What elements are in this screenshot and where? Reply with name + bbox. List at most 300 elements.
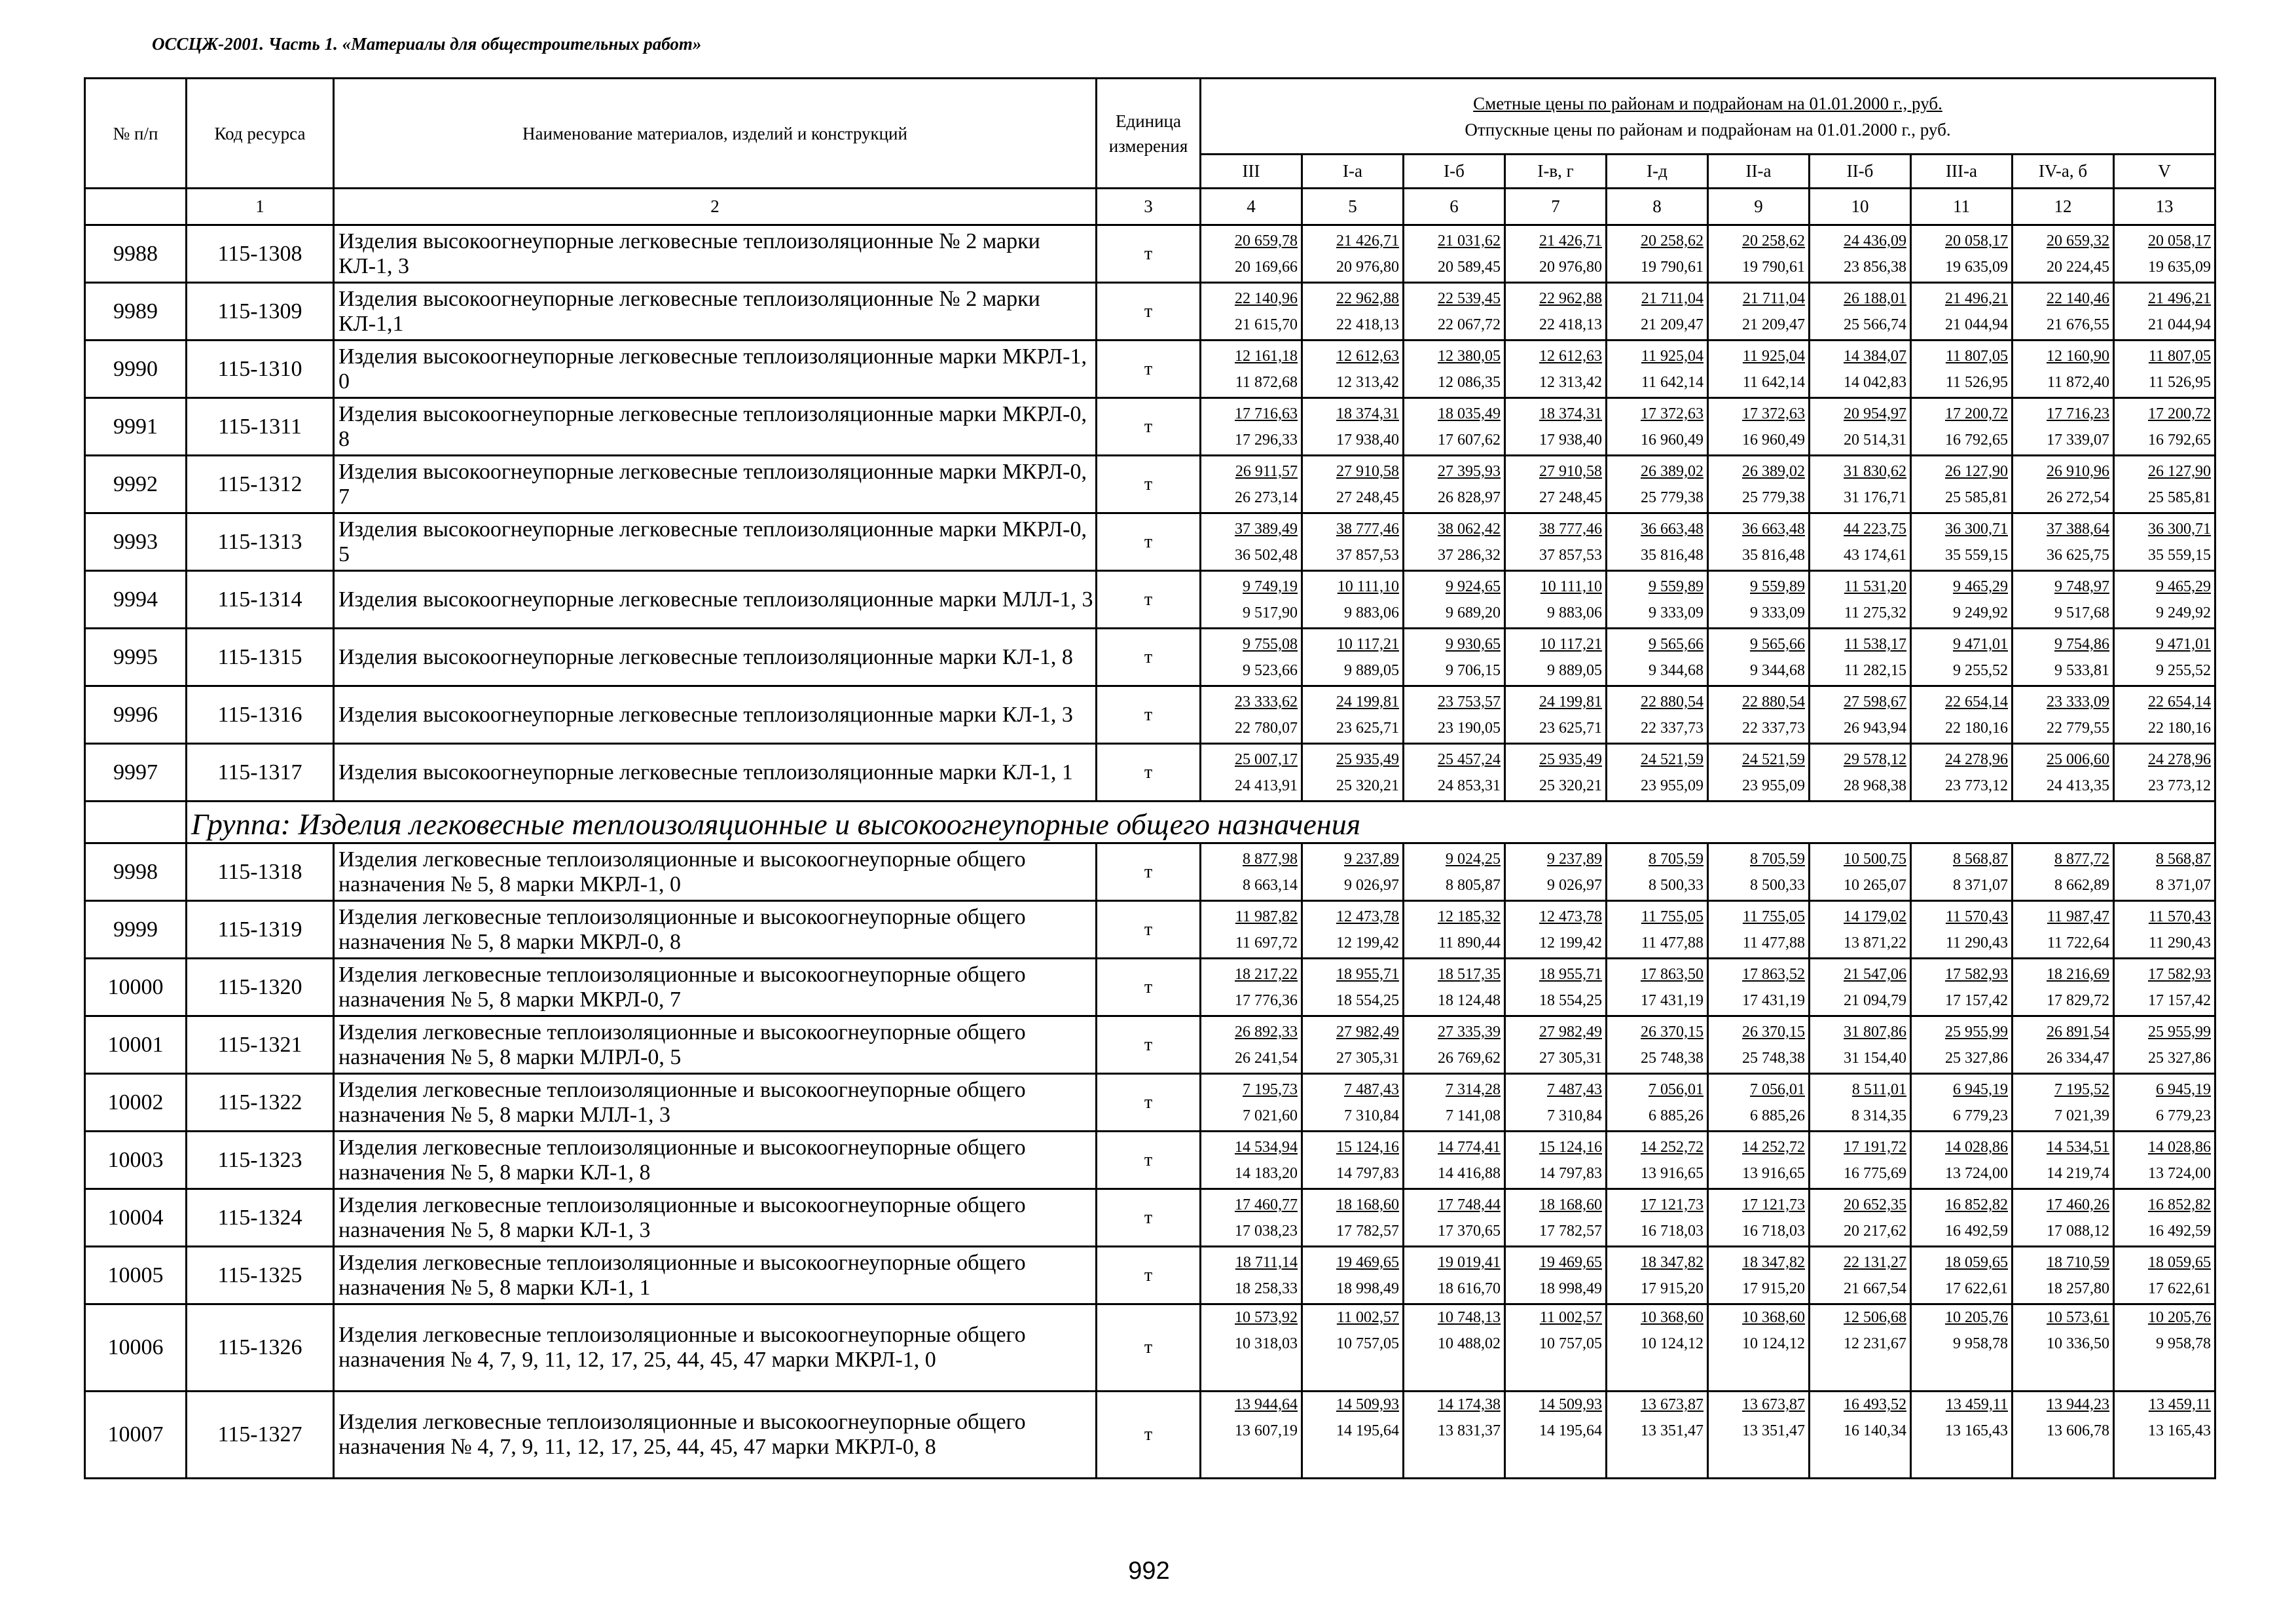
release-price: 27 305,31 xyxy=(1336,1050,1399,1067)
estimated-price: 9 754,86 xyxy=(2054,636,2109,653)
price-cell xyxy=(1302,225,1404,283)
release-price: 22 779,55 xyxy=(2047,720,2109,737)
release-price: 24 413,91 xyxy=(1235,777,1298,794)
price-cell xyxy=(2013,1247,2114,1304)
estimated-price: 44 223,75 xyxy=(1844,521,1906,538)
estimated-price: 24 278,96 xyxy=(1945,751,2008,768)
price-cell xyxy=(1505,686,1607,744)
estimated-price: 13 673,87 xyxy=(1742,1396,1805,1413)
price-cell xyxy=(1201,744,1302,802)
row-number: 10000 xyxy=(85,959,187,1016)
price-cell xyxy=(1201,1016,1302,1074)
release-price: 10 318,03 xyxy=(1235,1335,1298,1352)
table-row xyxy=(85,629,2215,686)
estimated-price: 19 469,65 xyxy=(1336,1254,1399,1271)
price-cell xyxy=(1302,1074,1404,1132)
estimated-price: 17 372,63 xyxy=(1641,405,1704,422)
estimated-price: 21 031,62 xyxy=(1438,232,1501,249)
price-cell xyxy=(1201,959,1302,1016)
price-cell xyxy=(2114,1247,2215,1304)
release-price: 17 431,19 xyxy=(1742,992,1805,1009)
price-cell xyxy=(1505,901,1607,959)
release-price: 25 748,38 xyxy=(1742,1050,1805,1067)
release-price: 10 124,12 xyxy=(1641,1335,1704,1352)
estimated-price: 18 711,14 xyxy=(1235,1254,1298,1271)
release-price: 35 559,15 xyxy=(2148,547,2211,564)
price-cell xyxy=(1201,1189,1302,1247)
estimated-price: 21 711,04 xyxy=(1742,290,1805,307)
release-price: 14 042,83 xyxy=(1844,374,1906,391)
estimated-price: 8 877,72 xyxy=(2054,851,2109,868)
release-price: 11 697,72 xyxy=(1235,934,1298,951)
price-cell xyxy=(1708,843,1810,901)
release-price: 7 021,60 xyxy=(1243,1107,1298,1124)
price-cell xyxy=(1404,1304,1505,1392)
estimated-price: 31 807,86 xyxy=(1844,1024,1906,1041)
price-cell xyxy=(1810,341,1911,398)
price-cell xyxy=(1201,1247,1302,1304)
price-cell xyxy=(1404,959,1505,1016)
price-cell xyxy=(1810,456,1911,513)
release-price: 9 333,09 xyxy=(1750,604,1805,621)
release-price: 21 044,94 xyxy=(1945,316,2008,333)
material-name: Изделия легковесные теплоизоляционные и высокоогнеупорные общего назначения № 5, 8 марки МКРЛ-0, 8 xyxy=(334,901,1097,959)
price-cell xyxy=(2114,283,2215,341)
estimated-price: 8 877,98 xyxy=(1243,851,1298,868)
release-price: 9 255,52 xyxy=(2156,662,2211,679)
estimated-price: 18 347,82 xyxy=(1641,1254,1704,1271)
price-cell xyxy=(1708,1392,1810,1479)
price-cell xyxy=(1911,959,2013,1016)
price-cell xyxy=(1708,571,1810,629)
price-cell xyxy=(1810,744,1911,802)
price-cell xyxy=(1302,571,1404,629)
release-price: 24 413,35 xyxy=(2047,777,2109,794)
release-price: 23 773,12 xyxy=(2148,777,2211,794)
estimated-price: 13 944,23 xyxy=(2047,1396,2109,1413)
release-price: 21 094,79 xyxy=(1844,992,1906,1009)
release-price: 26 334,47 xyxy=(2047,1050,2109,1067)
release-price: 14 219,74 xyxy=(2047,1165,2109,1182)
release-price: 13 606,78 xyxy=(2047,1422,2109,1439)
estimated-price: 20 258,62 xyxy=(1742,232,1805,249)
release-price: 36 502,48 xyxy=(1235,547,1298,564)
estimated-price: 20 258,62 xyxy=(1641,232,1704,249)
estimated-price: 38 062,42 xyxy=(1438,521,1501,538)
estimated-price: 9 924,65 xyxy=(1446,578,1501,595)
estimated-price: 11 002,57 xyxy=(1539,1309,1602,1326)
column-number: 4 xyxy=(1201,189,1302,225)
release-price: 8 314,35 xyxy=(1851,1107,1906,1124)
row-number: 9997 xyxy=(85,744,187,802)
table-row xyxy=(85,1304,2215,1392)
price-cell xyxy=(1607,1304,1708,1392)
release-price: 14 195,64 xyxy=(1336,1422,1399,1439)
release-price: 9 333,09 xyxy=(1649,604,1704,621)
estimated-price: 10 111,10 xyxy=(1337,578,1399,595)
price-cell xyxy=(2114,901,2215,959)
estimated-price: 11 925,04 xyxy=(1742,348,1805,365)
release-price: 17 339,07 xyxy=(2047,432,2109,449)
estimated-price: 7 314,28 xyxy=(1446,1081,1501,1098)
price-cell xyxy=(1505,629,1607,686)
price-cell xyxy=(1911,1074,2013,1132)
resource-code: 115-1324 xyxy=(187,1189,334,1247)
release-price: 17 782,57 xyxy=(1336,1223,1399,1240)
price-cell xyxy=(1607,744,1708,802)
estimated-price: 23 333,62 xyxy=(1235,693,1298,710)
release-price: 14 183,20 xyxy=(1235,1165,1298,1182)
estimated-price: 20 659,32 xyxy=(2047,232,2109,249)
release-price: 25 320,21 xyxy=(1336,777,1399,794)
estimated-price: 9 755,08 xyxy=(1243,636,1298,653)
estimated-price: 21 426,71 xyxy=(1539,232,1602,249)
resource-code: 115-1321 xyxy=(187,1016,334,1074)
release-price: 22 418,13 xyxy=(1336,316,1399,333)
price-cell xyxy=(1201,225,1302,283)
price-cell xyxy=(1302,744,1404,802)
estimated-price: 37 388,64 xyxy=(2047,521,2109,538)
row-number: 9993 xyxy=(85,513,187,571)
price-cell xyxy=(1708,1016,1810,1074)
estimated-price: 24 521,59 xyxy=(1742,751,1805,768)
estimated-price: 26 891,54 xyxy=(2047,1024,2109,1041)
price-cell xyxy=(1911,901,2013,959)
row-number: 9995 xyxy=(85,629,187,686)
estimated-price: 18 710,59 xyxy=(2047,1254,2109,1271)
release-price: 17 915,20 xyxy=(1641,1280,1704,1297)
estimated-price: 11 531,20 xyxy=(1844,578,1906,595)
release-price: 18 554,25 xyxy=(1336,992,1399,1009)
release-price: 11 722,64 xyxy=(2047,934,2109,951)
release-price: 23 625,71 xyxy=(1539,720,1602,737)
release-price: 6 779,23 xyxy=(2156,1107,2211,1124)
estimated-price: 6 945,19 xyxy=(1953,1081,2008,1098)
price-cell xyxy=(2114,1392,2215,1479)
price-cell xyxy=(1810,901,1911,959)
estimated-price: 10 573,92 xyxy=(1235,1309,1298,1326)
estimated-price: 9 565,66 xyxy=(1649,636,1704,653)
release-price: 11 526,95 xyxy=(2148,374,2211,391)
table-row xyxy=(85,901,2215,959)
estimated-price: 15 124,16 xyxy=(1336,1139,1399,1156)
estimated-price: 9 559,89 xyxy=(1750,578,1805,595)
release-price: 12 199,42 xyxy=(1539,934,1602,951)
estimated-price: 23 333,09 xyxy=(2047,693,2109,710)
price-cell xyxy=(1201,901,1302,959)
estimated-price: 27 910,58 xyxy=(1336,463,1399,480)
price-cell xyxy=(1404,629,1505,686)
price-cell xyxy=(1607,513,1708,571)
price-cell xyxy=(1302,283,1404,341)
estimated-price: 12 380,05 xyxy=(1438,348,1501,365)
row-number: 10007 xyxy=(85,1392,187,1479)
material-name: Изделия высокоогнеупорные легковесные теплоизоляционные марки КЛ-1, 3 xyxy=(334,686,1097,744)
price-cell xyxy=(1708,456,1810,513)
release-price: 27 248,45 xyxy=(1336,489,1399,506)
estimated-price: 14 534,94 xyxy=(1235,1139,1298,1156)
estimated-price: 26 389,02 xyxy=(1742,463,1805,480)
price-cell xyxy=(1302,1304,1404,1392)
table-row xyxy=(85,283,2215,341)
release-price: 8 663,14 xyxy=(1243,877,1298,894)
estimated-price: 14 252,72 xyxy=(1641,1139,1704,1156)
release-price: 13 831,37 xyxy=(1438,1422,1501,1439)
price-cell xyxy=(1505,398,1607,456)
estimated-price: 10 368,60 xyxy=(1742,1309,1805,1326)
price-cell xyxy=(1404,1074,1505,1132)
resource-code: 115-1309 xyxy=(187,283,334,341)
price-cell xyxy=(1201,629,1302,686)
price-cell xyxy=(1302,843,1404,901)
estimated-price: 18 035,49 xyxy=(1438,405,1501,422)
release-price: 28 968,38 xyxy=(1844,777,1906,794)
price-cell xyxy=(1607,283,1708,341)
release-price: 18 258,33 xyxy=(1235,1280,1298,1297)
estimated-price: 24 436,09 xyxy=(1844,232,1906,249)
estimated-price: 6 945,19 xyxy=(2156,1081,2211,1098)
price-cell xyxy=(1810,398,1911,456)
release-price: 27 305,31 xyxy=(1539,1050,1602,1067)
estimated-price: 21 426,71 xyxy=(1336,232,1399,249)
unit-cell: т xyxy=(1097,341,1201,398)
estimated-price: 9 465,29 xyxy=(2156,578,2211,595)
estimated-price: 18 374,31 xyxy=(1539,405,1602,422)
row-number: 9994 xyxy=(85,571,187,629)
table-row xyxy=(85,1074,2215,1132)
region-header: I-б xyxy=(1404,155,1505,189)
price-cell xyxy=(1404,1132,1505,1189)
row-number: 9988 xyxy=(85,225,187,283)
table-row xyxy=(85,456,2215,513)
release-price: 21 615,70 xyxy=(1235,316,1298,333)
release-price: 12 313,42 xyxy=(1336,374,1399,391)
release-price: 7 021,39 xyxy=(2054,1107,2109,1124)
price-cell xyxy=(1201,456,1302,513)
price-cell xyxy=(1607,1392,1708,1479)
material-name: Изделия высокоогнеупорные легковесные теплоизоляционные марки МКРЛ-0, 8 xyxy=(334,398,1097,456)
price-cell xyxy=(1607,225,1708,283)
release-price: 10 757,05 xyxy=(1539,1335,1602,1352)
release-price: 13 916,65 xyxy=(1742,1165,1805,1182)
material-name: Изделия легковесные теплоизоляционные и высокоогнеупорные общего назначения № 5, 8 марки МЛЛ-1, 3 xyxy=(334,1074,1097,1132)
price-cell xyxy=(1810,1304,1911,1392)
estimated-price: 22 880,54 xyxy=(1742,693,1805,710)
release-price: 17 622,61 xyxy=(1945,1280,2008,1297)
table-row xyxy=(85,398,2215,456)
release-price: 13 724,00 xyxy=(2148,1165,2211,1182)
release-price: 9 026,97 xyxy=(1344,877,1399,894)
release-price: 23 955,09 xyxy=(1742,777,1805,794)
material-name: Изделия высокоогнеупорные легковесные теплоизоляционные № 2 марки КЛ-1, 3 xyxy=(334,225,1097,283)
release-price: 18 998,49 xyxy=(1539,1280,1602,1297)
row-number: 10006 xyxy=(85,1304,187,1392)
estimated-price: 26 370,15 xyxy=(1641,1024,1704,1041)
price-cell xyxy=(2013,629,2114,686)
price-cell xyxy=(1607,629,1708,686)
estimated-price: 17 200,72 xyxy=(2148,405,2211,422)
release-price: 25 585,81 xyxy=(1945,489,2008,506)
resource-code: 115-1313 xyxy=(187,513,334,571)
price-cell xyxy=(2114,1304,2215,1392)
release-price: 23 856,38 xyxy=(1844,259,1906,276)
release-price: 17 431,19 xyxy=(1641,992,1704,1009)
region-header: III xyxy=(1201,155,1302,189)
estimated-price: 14 534,51 xyxy=(2047,1139,2109,1156)
unit-cell: т xyxy=(1097,1016,1201,1074)
release-price: 13 165,43 xyxy=(1945,1422,2008,1439)
price-cell xyxy=(2114,456,2215,513)
release-price: 11 290,43 xyxy=(2148,934,2211,951)
unit-cell: т xyxy=(1097,1392,1201,1479)
table-row xyxy=(85,341,2215,398)
release-price: 11 526,95 xyxy=(1945,374,2008,391)
release-price: 14 416,88 xyxy=(1438,1165,1501,1182)
estimated-price: 26 911,57 xyxy=(1235,463,1298,480)
unit-cell: т xyxy=(1097,1189,1201,1247)
estimated-price: 21 496,21 xyxy=(2148,290,2211,307)
price-cell xyxy=(1201,1392,1302,1479)
price-cell xyxy=(1404,513,1505,571)
release-price: 12 199,42 xyxy=(1336,934,1399,951)
release-price: 10 265,07 xyxy=(1844,877,1906,894)
estimated-price: 25 955,99 xyxy=(1945,1024,2008,1041)
price-cell xyxy=(1201,341,1302,398)
estimated-price: 17 200,72 xyxy=(1945,405,2008,422)
release-price: 13 724,00 xyxy=(1945,1165,2008,1182)
release-price: 19 635,09 xyxy=(2148,259,2211,276)
price-cell xyxy=(2114,629,2215,686)
resource-code: 115-1326 xyxy=(187,1304,334,1392)
price-cell xyxy=(2114,1016,2215,1074)
release-price: 11 290,43 xyxy=(1945,934,2008,951)
release-price: 25 585,81 xyxy=(2148,489,2211,506)
release-price: 9 689,20 xyxy=(1446,604,1501,621)
resource-code: 115-1320 xyxy=(187,959,334,1016)
price-cell xyxy=(1708,1247,1810,1304)
price-cell xyxy=(1911,513,2013,571)
table-body-high-refractory xyxy=(85,225,2215,802)
price-cell xyxy=(2114,686,2215,744)
release-price: 17 088,12 xyxy=(2047,1223,2109,1240)
price-cell xyxy=(1302,1132,1404,1189)
price-cell xyxy=(1607,901,1708,959)
price-cell xyxy=(1607,398,1708,456)
estimated-price: 9 748,97 xyxy=(2054,578,2109,595)
release-price: 10 124,12 xyxy=(1742,1335,1805,1352)
release-price: 20 976,80 xyxy=(1539,259,1602,276)
price-cell xyxy=(1911,629,2013,686)
estimated-price: 9 565,66 xyxy=(1750,636,1805,653)
material-name: Изделия высокоогнеупорные легковесные теплоизоляционные № 2 марки КЛ-1,1 xyxy=(334,283,1097,341)
release-price: 9 533,81 xyxy=(2054,662,2109,679)
resource-code: 115-1311 xyxy=(187,398,334,456)
release-price: 9 249,92 xyxy=(1953,604,2008,621)
price-cell xyxy=(1505,1074,1607,1132)
price-cell xyxy=(1810,629,1911,686)
release-price: 8 371,07 xyxy=(2156,877,2211,894)
unit-cell: т xyxy=(1097,629,1201,686)
price-cell xyxy=(2013,843,2114,901)
estimated-price: 17 863,52 xyxy=(1742,966,1805,983)
estimated-price: 14 028,86 xyxy=(2148,1139,2211,1156)
material-name: Изделия высокоогнеупорные легковесные теплоизоляционные марки МКРЛ-0, 5 xyxy=(334,513,1097,571)
column-number: 5 xyxy=(1302,189,1404,225)
estimated-price: 17 460,26 xyxy=(2047,1196,2109,1213)
estimated-price: 26 188,01 xyxy=(1844,290,1906,307)
estimated-price: 10 205,76 xyxy=(1945,1309,2008,1326)
price-cell xyxy=(2013,1016,2114,1074)
estimated-price: 13 459,11 xyxy=(1945,1396,2008,1413)
price-cell xyxy=(2013,513,2114,571)
estimated-price: 18 347,82 xyxy=(1742,1254,1805,1271)
price-cell xyxy=(1505,1247,1607,1304)
release-price: 16 792,65 xyxy=(2148,432,2211,449)
release-price: 9 706,15 xyxy=(1446,662,1501,679)
estimated-price: 10 117,21 xyxy=(1336,636,1399,653)
estimated-price: 26 389,02 xyxy=(1641,463,1704,480)
price-cell xyxy=(1607,456,1708,513)
estimated-price: 9 237,89 xyxy=(1344,851,1399,868)
estimated-price: 10 205,76 xyxy=(2148,1309,2211,1326)
price-cell xyxy=(2013,398,2114,456)
unit-cell: т xyxy=(1097,1247,1201,1304)
row-number: 9989 xyxy=(85,283,187,341)
release-price: 16 718,03 xyxy=(1742,1223,1805,1240)
estimated-price: 11 002,57 xyxy=(1336,1309,1399,1326)
price-cell xyxy=(1505,456,1607,513)
estimated-price: 16 493,52 xyxy=(1844,1396,1906,1413)
price-cell xyxy=(2114,225,2215,283)
price-cell xyxy=(1708,1132,1810,1189)
release-price: 13 916,65 xyxy=(1641,1165,1704,1182)
estimated-price: 7 195,73 xyxy=(1243,1081,1298,1098)
estimated-price: 37 389,49 xyxy=(1235,521,1298,538)
release-price: 17 829,72 xyxy=(2047,992,2109,1009)
estimated-price: 26 127,90 xyxy=(2148,463,2211,480)
estimated-price: 18 059,65 xyxy=(2148,1254,2211,1271)
price-cell xyxy=(1302,1016,1404,1074)
price-cell xyxy=(1404,686,1505,744)
estimated-price: 25 006,60 xyxy=(2047,751,2109,768)
release-price: 13 165,43 xyxy=(2148,1422,2211,1439)
estimated-price: 14 774,41 xyxy=(1438,1139,1501,1156)
price-cell xyxy=(1302,456,1404,513)
estimated-price: 27 335,39 xyxy=(1438,1024,1501,1041)
estimated-price: 8 568,87 xyxy=(1953,851,2008,868)
release-price: 20 514,31 xyxy=(1844,432,1906,449)
column-number: 2 xyxy=(334,189,1097,225)
table-row xyxy=(85,1189,2215,1247)
column-number: 8 xyxy=(1607,189,1708,225)
estimated-price: 11 925,04 xyxy=(1641,348,1704,365)
estimated-price: 10 500,75 xyxy=(1844,851,1906,868)
release-price: 12 231,67 xyxy=(1844,1335,1906,1352)
unit-cell: т xyxy=(1097,398,1201,456)
column-number: 3 xyxy=(1097,189,1201,225)
release-price: 9 883,06 xyxy=(1547,604,1602,621)
estimated-price: 23 753,57 xyxy=(1438,693,1501,710)
unit-cell: т xyxy=(1097,1132,1201,1189)
price-cell xyxy=(1911,1016,2013,1074)
resource-code: 115-1317 xyxy=(187,744,334,802)
header-estimated-prices: Сметные цены по районам и подрайонам на 01.01.2000 г., руб. xyxy=(1473,93,1942,113)
price-cell xyxy=(1201,283,1302,341)
release-price: 17 776,36 xyxy=(1235,992,1298,1009)
price-cell xyxy=(1911,1392,2013,1479)
price-cell xyxy=(1404,571,1505,629)
table-row xyxy=(85,959,2215,1016)
